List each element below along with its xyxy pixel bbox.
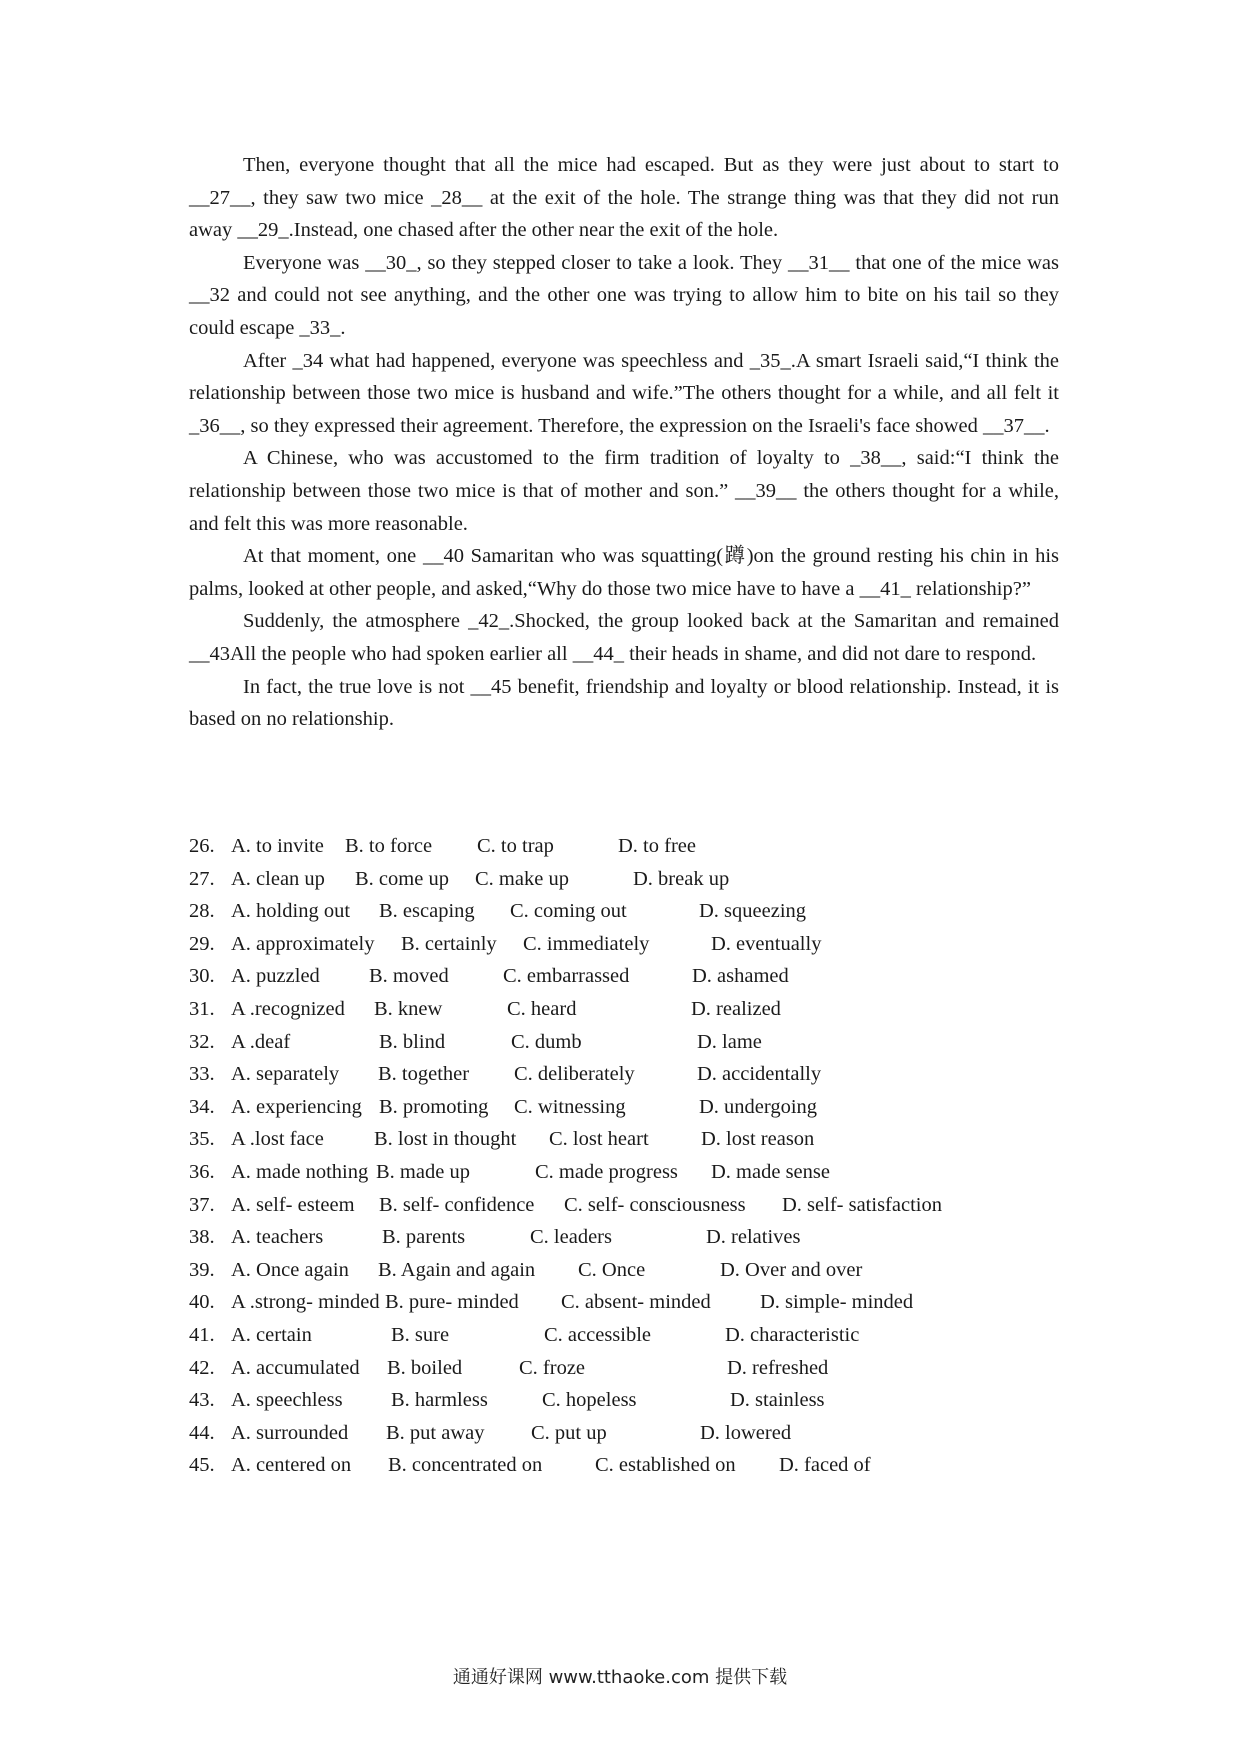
- question-option-row: [189, 1352, 1069, 1385]
- option-c: C. coming out: [510, 900, 627, 923]
- option-b: B. sure: [391, 1323, 450, 1346]
- paragraph: In fact, the true love is not __45 benefit, friendship and loyalty or blood relationship. Instead, it is based on no relationship.: [189, 675, 1059, 731]
- question-number: 44.: [189, 1421, 215, 1444]
- option-c: C. froze: [519, 1356, 586, 1379]
- question-option-row: [189, 1156, 1069, 1189]
- option-d: D. simple- minded: [760, 1291, 914, 1314]
- option-b: B. to force: [345, 835, 433, 857]
- option-a: A. speechless: [231, 1389, 343, 1412]
- option-c: C. to trap: [477, 835, 554, 857]
- question-option-row: [189, 895, 1069, 928]
- option-c: C. self- consciousness: [564, 1193, 746, 1216]
- question-option-row: [189, 1417, 1069, 1450]
- option-d: D. refreshed: [727, 1356, 829, 1379]
- option-d: D. self- satisfaction: [782, 1193, 942, 1216]
- option-b: B. moved: [369, 965, 449, 988]
- option-d: D. realized: [691, 997, 781, 1020]
- option-c: C. make up: [475, 867, 569, 890]
- question-number: 38.: [189, 1226, 215, 1249]
- option-a: A .strong- minded: [231, 1291, 380, 1314]
- question-option-row: [189, 863, 1069, 896]
- question-option-row: [189, 1123, 1069, 1156]
- question-option-row: [189, 1254, 1069, 1287]
- option-c: C. hopeless: [542, 1389, 637, 1412]
- option-a: A. experiencing: [231, 1095, 362, 1118]
- question-number: 40.: [189, 1291, 215, 1314]
- question-number: 26.: [189, 835, 215, 857]
- option-c: C. absent- minded: [561, 1291, 711, 1314]
- option-b: B. escaping: [379, 900, 475, 923]
- option-b: B. concentrated on: [388, 1454, 543, 1477]
- paragraph: At that moment, one __40 Samaritan who was squatting(蹲)on the ground resting his chin in his palms, looked at other people, and asked,“Why do those two mice have to have a __41_ relationship?”: [189, 545, 1059, 600]
- question-number: 32.: [189, 1030, 215, 1053]
- option-a: A .lost face: [231, 1128, 324, 1151]
- option-a: A. accumulated: [231, 1356, 360, 1379]
- question-number: 27.: [189, 867, 215, 890]
- option-a: A. holding out: [231, 900, 351, 923]
- option-d: D. stainless: [730, 1389, 825, 1412]
- option-d: D. eventually: [711, 932, 822, 955]
- question-number: 36.: [189, 1160, 215, 1183]
- option-b: B. Again and again: [378, 1258, 536, 1281]
- option-b: B. made up: [376, 1160, 470, 1183]
- option-d: D. relatives: [706, 1226, 801, 1249]
- question-option-row: [189, 960, 1069, 993]
- option-d: D. lost reason: [701, 1128, 815, 1151]
- option-d: D. accidentally: [697, 1063, 822, 1086]
- option-d: D. break up: [633, 867, 730, 890]
- option-c: C. leaders: [530, 1226, 612, 1249]
- option-b: B. blind: [379, 1030, 446, 1053]
- option-a: A. approximately: [231, 932, 375, 955]
- question-option-row: [189, 1026, 1069, 1059]
- question-option-row: [189, 1319, 1069, 1352]
- answer-options: [189, 830, 1069, 1482]
- question-option-row: [189, 1286, 1069, 1319]
- option-b: B. lost in thought: [374, 1128, 517, 1151]
- option-c: C. accessible: [544, 1323, 652, 1346]
- option-c: C. Once: [578, 1258, 646, 1281]
- question-number: 37.: [189, 1193, 215, 1216]
- option-b: B. promoting: [379, 1095, 489, 1118]
- question-number: 33.: [189, 1063, 215, 1086]
- option-c: C. witnessing: [514, 1095, 626, 1118]
- question-option-row: [189, 1449, 1069, 1482]
- option-a: A. centered on: [231, 1454, 352, 1477]
- question-number: 34.: [189, 1095, 215, 1118]
- question-number: 29.: [189, 932, 215, 955]
- option-d: D. made sense: [711, 1160, 830, 1183]
- question-number: 35.: [189, 1128, 215, 1151]
- question-option-row: [189, 1189, 1069, 1222]
- paragraph: Then, everyone thought that all the mice had escaped. But as they were just about to start to __27__, they saw two mice _28__ at the exit of the hole. The strange thing was that they did not run away __29_.Instead, one chased after the other near the exit of the hole.: [189, 154, 1059, 242]
- question-option-row: [189, 1091, 1069, 1124]
- option-d: D. Over and over: [720, 1258, 863, 1281]
- option-b: B. harmless: [391, 1389, 488, 1412]
- option-b: B. parents: [382, 1226, 466, 1249]
- option-c: C. established on: [595, 1454, 736, 1477]
- paragraph: Everyone was __30_, so they stepped closer to take a look. They __31__ that one of the mice was __32 and could not see anything, and the other one was trying to allow him to bite on his tail so they could escape _33_.: [189, 251, 1059, 339]
- question-number: 45.: [189, 1454, 215, 1477]
- option-b: B. certainly: [401, 932, 497, 955]
- option-c: C. embarrassed: [503, 965, 630, 988]
- option-b: B. put away: [386, 1421, 485, 1444]
- option-a: A .recognized: [231, 997, 345, 1020]
- option-d: D. undergoing: [699, 1095, 818, 1118]
- question-option-row: [189, 1221, 1069, 1254]
- question-number: 42.: [189, 1356, 215, 1379]
- option-c: C. heard: [507, 997, 577, 1020]
- question-option-row: [189, 1384, 1069, 1417]
- option-b: B. together: [378, 1063, 470, 1086]
- option-b: B. self- confidence: [379, 1193, 535, 1216]
- option-a: A. teachers: [231, 1226, 324, 1249]
- option-a: A. made nothing: [231, 1160, 369, 1183]
- question-number: 43.: [189, 1389, 215, 1412]
- option-a: A. puzzled: [231, 965, 320, 988]
- option-a: A. self- esteem: [231, 1193, 355, 1216]
- option-c: C. deliberately: [514, 1063, 635, 1086]
- question-option-row: [189, 993, 1069, 1026]
- question-number: 41.: [189, 1323, 215, 1346]
- option-c: C. immediately: [523, 932, 650, 955]
- paragraph: After _34 what had happened, everyone was speechless and _35_.A smart Israeli said,“I think the relationship between those two mice is husband and wife.”The others thought for a while, and all felt it _36__, so they expressed their agreement. Therefore, the expression on the Israeli's face showed __37__.: [189, 349, 1059, 437]
- page-footer: 通通好课网 www.tthaoke.com 提供下载: [452, 1667, 788, 1688]
- question-option-row: [189, 1058, 1069, 1091]
- option-b: B. come up: [355, 867, 449, 890]
- option-c: C. dumb: [511, 1030, 582, 1053]
- option-a: A. to invite: [231, 835, 324, 857]
- option-c: C. made progress: [535, 1160, 678, 1183]
- question-option-row: [189, 928, 1069, 961]
- option-d: D. faced of: [779, 1454, 871, 1477]
- question-number: 39.: [189, 1258, 215, 1281]
- question-option-row: [189, 830, 1069, 863]
- paragraph: A Chinese, who was accustomed to the firm tradition of loyalty to _38__, said:“I think the relationship between those two mice is that of mother and son.” __39__ the others thought for a while, and felt this was more reasonable.: [189, 447, 1059, 535]
- option-d: D. lame: [697, 1030, 762, 1053]
- option-a: A .deaf: [231, 1030, 291, 1053]
- option-a: A. clean up: [231, 867, 325, 890]
- option-a: A. separately: [231, 1063, 340, 1086]
- option-d: D. lowered: [700, 1421, 792, 1444]
- option-d: D. ashamed: [692, 965, 789, 988]
- option-c: C. put up: [531, 1421, 607, 1444]
- question-number: 31.: [189, 997, 215, 1020]
- option-b: B. pure- minded: [385, 1291, 519, 1314]
- option-b: B. knew: [374, 997, 443, 1020]
- option-a: A. Once again: [231, 1258, 349, 1281]
- option-d: D. squeezing: [699, 900, 807, 923]
- paragraph: Suddenly, the atmosphere _42_.Shocked, the group looked back at the Samaritan and remained __43All the people who had spoken earlier all __44_ their heads in shame, and did not dare to respond.: [189, 610, 1059, 665]
- option-d: D. to free: [618, 835, 696, 857]
- question-number: 28.: [189, 900, 215, 923]
- question-number: 30.: [189, 965, 215, 988]
- option-d: D. characteristic: [725, 1323, 860, 1346]
- reading-passage: [189, 149, 1059, 736]
- option-c: C. lost heart: [549, 1128, 649, 1151]
- option-b: B. boiled: [387, 1356, 463, 1379]
- option-a: A. certain: [231, 1323, 312, 1346]
- option-a: A. surrounded: [231, 1421, 349, 1444]
